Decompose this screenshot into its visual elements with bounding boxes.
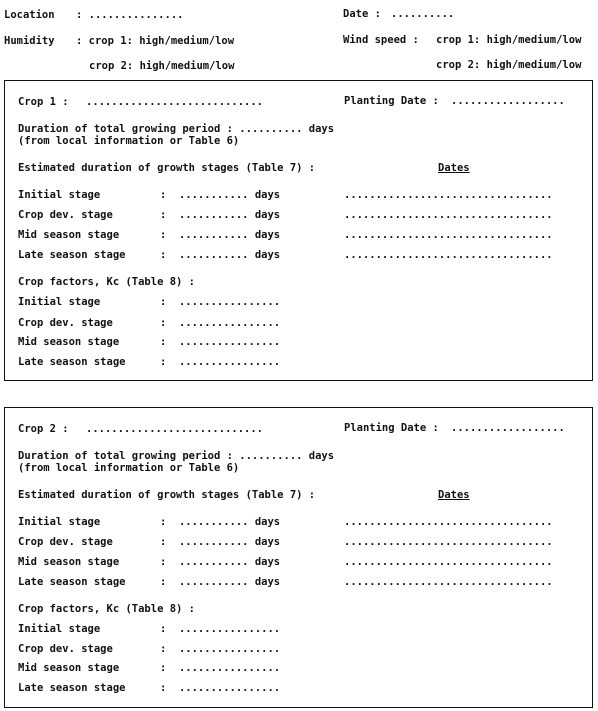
crop2-kc-field[interactable]: : ................ — [160, 682, 281, 694]
crop2-name-field[interactable]: ............................ — [86, 423, 264, 435]
crop2-duration-note: (from local information or Table 6) — [18, 462, 240, 474]
crop2-stage-label: Initial stage — [18, 516, 101, 528]
crop2-stage-date[interactable]: ................................. — [344, 556, 553, 568]
crop1-stage-date[interactable]: ................................. — [344, 209, 553, 221]
crop1-stage-days[interactable]: : ........... days — [160, 209, 281, 221]
crop1-kc-field[interactable]: : ................ — [160, 336, 281, 348]
wind-crop1[interactable]: crop 1: high/medium/low — [436, 34, 582, 46]
crop1-kc-field[interactable]: : ................ — [160, 296, 281, 308]
crop2-stage-date[interactable]: ................................. — [344, 516, 553, 528]
crop1-section — [4, 80, 593, 381]
humidity-crop2[interactable]: crop 2: high/medium/low — [89, 60, 235, 72]
crop1-stage-date[interactable]: ................................. — [344, 189, 553, 201]
crop1-stage-label: Late season stage — [18, 249, 126, 261]
date-label: Date : — [343, 8, 381, 20]
crop1-kc-label: Mid season stage — [18, 336, 120, 348]
crop2-stage-days[interactable]: : ........... days — [160, 556, 281, 568]
crop2-stage-days[interactable]: : ........... days — [160, 576, 281, 588]
wind-speed-label: Wind speed : — [343, 34, 419, 46]
crop2-kc-field[interactable]: : ................ — [160, 643, 281, 655]
crop2-kc-field[interactable]: : ................ — [160, 662, 281, 674]
crop1-stage-date[interactable]: ................................. — [344, 249, 553, 261]
crop2-kc-label: Late season stage — [18, 682, 126, 694]
location-field[interactable]: : ............... — [76, 9, 184, 21]
crop1-kc-label: Late season stage — [18, 356, 126, 368]
crop1-stage-date[interactable]: ................................. — [344, 229, 553, 241]
crop1-duration-note: (from local information or Table 6) — [18, 135, 240, 147]
crop2-estimated-heading: Estimated duration of growth stages (Table 7) : — [18, 489, 316, 501]
crop1-stage-days[interactable]: : ........... days — [160, 249, 281, 261]
location-label: Location — [4, 9, 55, 21]
crop2-kc-field[interactable]: : ................ — [160, 623, 281, 635]
crop1-stage-days[interactable]: : ........... days — [160, 189, 281, 201]
humidity-crop1[interactable]: : crop 1: high/medium/low — [76, 35, 235, 47]
crop1-kc-label: Initial stage — [18, 296, 101, 308]
crop1-kc-field[interactable]: : ................ — [160, 317, 281, 329]
crop2-kc-label: Mid season stage — [18, 662, 120, 674]
crop2-duration-line[interactable]: Duration of total growing period : .......... days — [18, 450, 335, 462]
crop1-planting-field[interactable]: .................. — [451, 95, 565, 107]
crop2-label: Crop 2 : — [18, 423, 69, 435]
crop2-kc-title: Crop factors, Kc (Table 8) : — [18, 603, 196, 615]
crop2-kc-label: Crop dev. stage — [18, 643, 113, 655]
crop2-stage-date[interactable]: ................................. — [344, 576, 553, 588]
crop2-stage-label: Late season stage — [18, 576, 126, 588]
crop2-stage-label: Crop dev. stage — [18, 536, 113, 548]
date-field[interactable]: .......... — [391, 8, 455, 20]
crop1-estimated-heading: Estimated duration of growth stages (Table 7) : — [18, 162, 316, 174]
crop2-stage-days[interactable]: : ........... days — [160, 516, 281, 528]
wind-crop2[interactable]: crop 2: high/medium/low — [436, 59, 582, 71]
crop1-kc-label: Crop dev. stage — [18, 317, 113, 329]
crop2-dates-header: Dates — [438, 489, 470, 501]
crop1-label: Crop 1 : — [18, 96, 69, 108]
crop1-duration-line[interactable]: Duration of total growing period : .......... days — [18, 123, 335, 135]
crop1-name-field[interactable]: ............................ — [86, 96, 264, 108]
crop2-stage-date[interactable]: ................................. — [344, 536, 553, 548]
crop1-stage-label: Crop dev. stage — [18, 209, 113, 221]
crop1-dates-header: Dates — [438, 162, 470, 174]
humidity-label: Humidity — [4, 35, 55, 47]
crop1-planting-label: Planting Date : — [344, 95, 439, 107]
crop2-planting-field[interactable]: .................. — [451, 422, 565, 434]
crop1-kc-field[interactable]: : ................ — [160, 356, 281, 368]
crop1-stage-label: Initial stage — [18, 189, 101, 201]
crop1-kc-title: Crop factors, Kc (Table 8) : — [18, 276, 196, 288]
crop2-stage-label: Mid season stage — [18, 556, 120, 568]
crop1-stage-days[interactable]: : ........... days — [160, 229, 281, 241]
crop2-section — [4, 407, 593, 708]
crop2-stage-days[interactable]: : ........... days — [160, 536, 281, 548]
crop1-stage-label: Mid season stage — [18, 229, 120, 241]
crop2-kc-label: Initial stage — [18, 623, 101, 635]
crop2-planting-label: Planting Date : — [344, 422, 439, 434]
